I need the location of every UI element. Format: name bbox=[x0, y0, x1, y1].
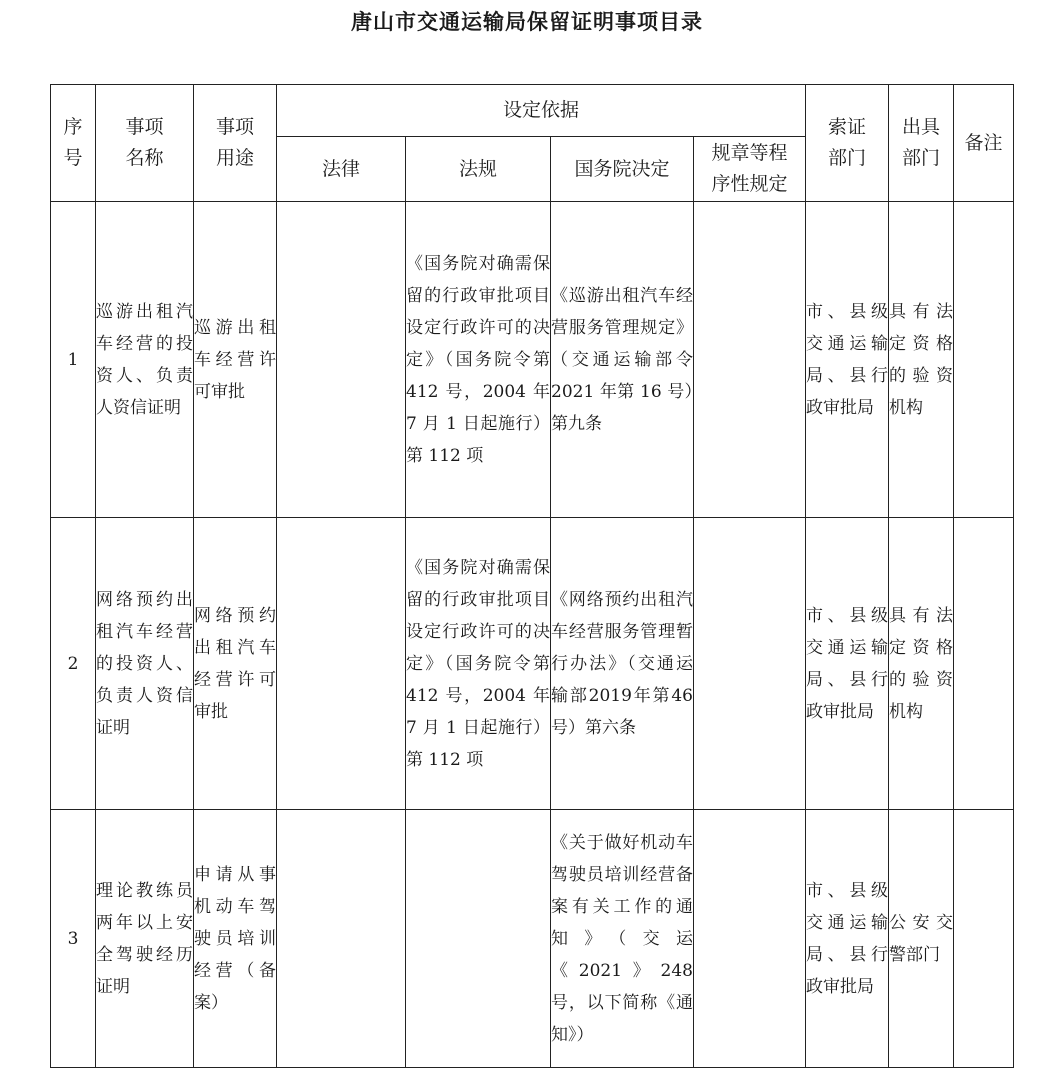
certification-items-table bbox=[50, 84, 1014, 1068]
header-law: 法律 bbox=[277, 137, 406, 202]
header-remarks: 备注 bbox=[954, 85, 1014, 202]
row-remarks bbox=[954, 518, 1014, 810]
header-issue-dept: 出具 部门 bbox=[889, 85, 954, 202]
row-rules: 《网络预约出租汽车经营服务管理暂行办法》（交通运输部2019年第46号）第六条 bbox=[551, 518, 694, 810]
row-regulation bbox=[406, 810, 551, 1068]
row-use: 网络预约出租汽车经营许可审批 bbox=[194, 518, 277, 810]
header-request-dept: 索证 部门 bbox=[806, 85, 889, 202]
row-regulation: 《国务院对确需保留的行政审批项目设定行政许可的决定》（国务院令第 412 号，2004 年 7 月 1 日起施行）第 112 项 bbox=[406, 518, 551, 810]
row-name: 理论教练员两年以上安全驾驶经历证明 bbox=[96, 810, 194, 1068]
row-rules: 《巡游出租汽车经营服务管理规定》（交通运输部令 2021 年第 16 号）第九条 bbox=[551, 202, 694, 518]
row-use: 巡游出租车经营许可审批 bbox=[194, 202, 277, 518]
row-law bbox=[277, 810, 406, 1068]
row-name: 网络预约出租汽车经营的投资人、负责人资信证明 bbox=[96, 518, 194, 810]
row-seq: 3 bbox=[51, 810, 96, 1068]
row-issue-dept: 公安交警部门 bbox=[889, 810, 954, 1068]
table-row bbox=[51, 202, 1014, 518]
row-issue-dept: 具有法定资格的验资机构 bbox=[889, 202, 954, 518]
header-rules: 规章等程 序性规定 bbox=[694, 137, 806, 202]
row-seq: 2 bbox=[51, 518, 96, 810]
header-name: 事项 名称 bbox=[96, 85, 194, 202]
header-seq: 序 号 bbox=[51, 85, 96, 202]
row-state-council bbox=[694, 810, 806, 1068]
row-issue-dept: 具有法定资格的验资机构 bbox=[889, 518, 954, 810]
row-rules: 《关于做好机动车驾驶员培训经营备案有关工作的通知》（交运《2021》248号，以下简称《通知》） bbox=[551, 810, 694, 1068]
header-state-council: 国务院决定 bbox=[551, 137, 694, 202]
page-title: 唐山市交通运输局保留证明事项目录 bbox=[351, 9, 703, 34]
row-regulation: 《国务院对确需保留的行政审批项目设定行政许可的决定》（国务院令第 412 号，2004 年 7 月 1 日起施行）第 112 项 bbox=[406, 202, 551, 518]
header-use: 事项 用途 bbox=[194, 85, 277, 202]
row-remarks bbox=[954, 202, 1014, 518]
row-seq: 1 bbox=[51, 202, 96, 518]
row-request-dept: 市、县级交通运输局、县行政审批局 bbox=[806, 518, 889, 810]
row-law bbox=[277, 518, 406, 810]
header-regulation: 法规 bbox=[406, 137, 551, 202]
row-request-dept: 市、县级交通运输局、县行政审批局 bbox=[806, 810, 889, 1068]
row-remarks bbox=[954, 810, 1014, 1068]
table-row bbox=[51, 810, 1014, 1068]
table-row bbox=[51, 518, 1014, 810]
header-basis: 设定依据 bbox=[277, 85, 806, 137]
row-name: 巡游出租汽车经营的投资人、负责人资信证明 bbox=[96, 202, 194, 518]
row-law bbox=[277, 202, 406, 518]
row-request-dept: 市、县级交通运输局、县行政审批局 bbox=[806, 202, 889, 518]
row-state-council bbox=[694, 202, 806, 518]
row-use: 申请从事机动车驾驶员培训经营（备案） bbox=[194, 810, 277, 1068]
row-state-council bbox=[694, 518, 806, 810]
